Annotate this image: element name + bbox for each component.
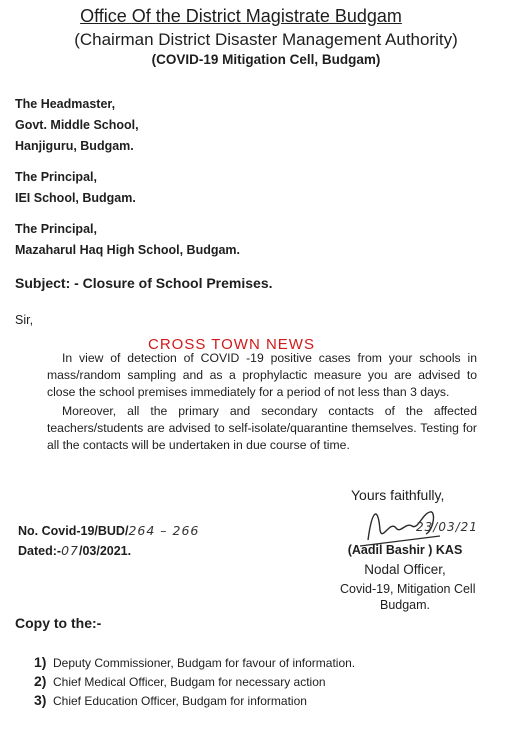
signatory-name: (Aadil Bashir ) KAS: [347, 543, 463, 557]
addressee-3: [15, 219, 240, 261]
reference-number-label: No. Covid-19/BUD/: [18, 524, 129, 538]
reference-date: [18, 543, 131, 558]
addressee-line: The Principal,: [15, 222, 97, 236]
subject-line: Subject: - Closure of School Premises.: [15, 275, 273, 291]
copy-to-item-number: 1): [34, 654, 47, 670]
addressee-line: The Headmaster,: [15, 97, 116, 111]
copy-to-item-number: 3): [34, 692, 47, 708]
reference-number: [18, 523, 199, 538]
copy-to-title: Copy to the:-: [15, 615, 102, 631]
salutation: Sir,: [15, 313, 34, 327]
signatory-place: Budgam.: [379, 598, 431, 612]
reference-date-label: Dated:-: [18, 544, 62, 558]
watermark: CROSS TOWN NEWS: [148, 336, 315, 353]
reference-date-handwritten: 07: [61, 543, 79, 558]
body-paragraph-2-text: Moreover, all the primary and secondary contacts of the affected teachers/students are advised to self-isolate/quarantine themselves. Testing for all the contacts will be undertaken in due course of time.: [47, 404, 477, 452]
addressee-line: Mazaharul Haq High School, Budgam.: [15, 243, 241, 257]
addressee-line: Govt. Middle School,: [15, 118, 139, 132]
reference-date-suffix: /03/2021.: [78, 544, 132, 558]
addressee-line: The Principal,: [15, 170, 97, 184]
copy-to-item-text: Chief Medical Officer, Budgam for necessary action: [53, 675, 326, 689]
signature-date: 23/03/21: [416, 520, 478, 534]
body-paragraph-2: [47, 403, 477, 454]
body-paragraph-1: [47, 350, 477, 401]
copy-to-item-text: Deputy Commissioner, Budgam for favour of information.: [53, 656, 356, 670]
addressee-line: Hanjiguru, Budgam.: [15, 139, 134, 153]
reference-number-handwritten: 264 – 266: [128, 523, 200, 538]
copy-to-item: [34, 692, 307, 708]
chairman-subheading: (Chairman District Disaster Management Authority): [74, 30, 458, 49]
addressee-line: IEI School, Budgam.: [15, 191, 136, 205]
addressee-1: [15, 94, 139, 157]
signatory-designation: Nodal Officer,: [364, 562, 446, 577]
copy-to-item: [34, 673, 326, 689]
copy-to-item-number: 2): [34, 673, 47, 689]
office-heading: Office Of the District Magistrate Budgam: [80, 6, 402, 26]
cell-subheading: (COVID-19 Mitigation Cell, Budgam): [151, 52, 381, 67]
signatory-unit: Covid-19, Mitigation Cell: [340, 582, 476, 596]
copy-to-item: [34, 654, 355, 670]
closing-line: Yours faithfully,: [351, 487, 445, 503]
addressee-2: [15, 167, 136, 209]
body-paragraph-1-text: In view of detection of COVID -19 positive cases from your schools in mass/random sampling and as a prophylactic measure you are advised to close the school premises immediately for a period of not less than 3 days.: [47, 351, 477, 399]
copy-to-item-text: Chief Education Officer, Budgam for information: [53, 694, 307, 708]
